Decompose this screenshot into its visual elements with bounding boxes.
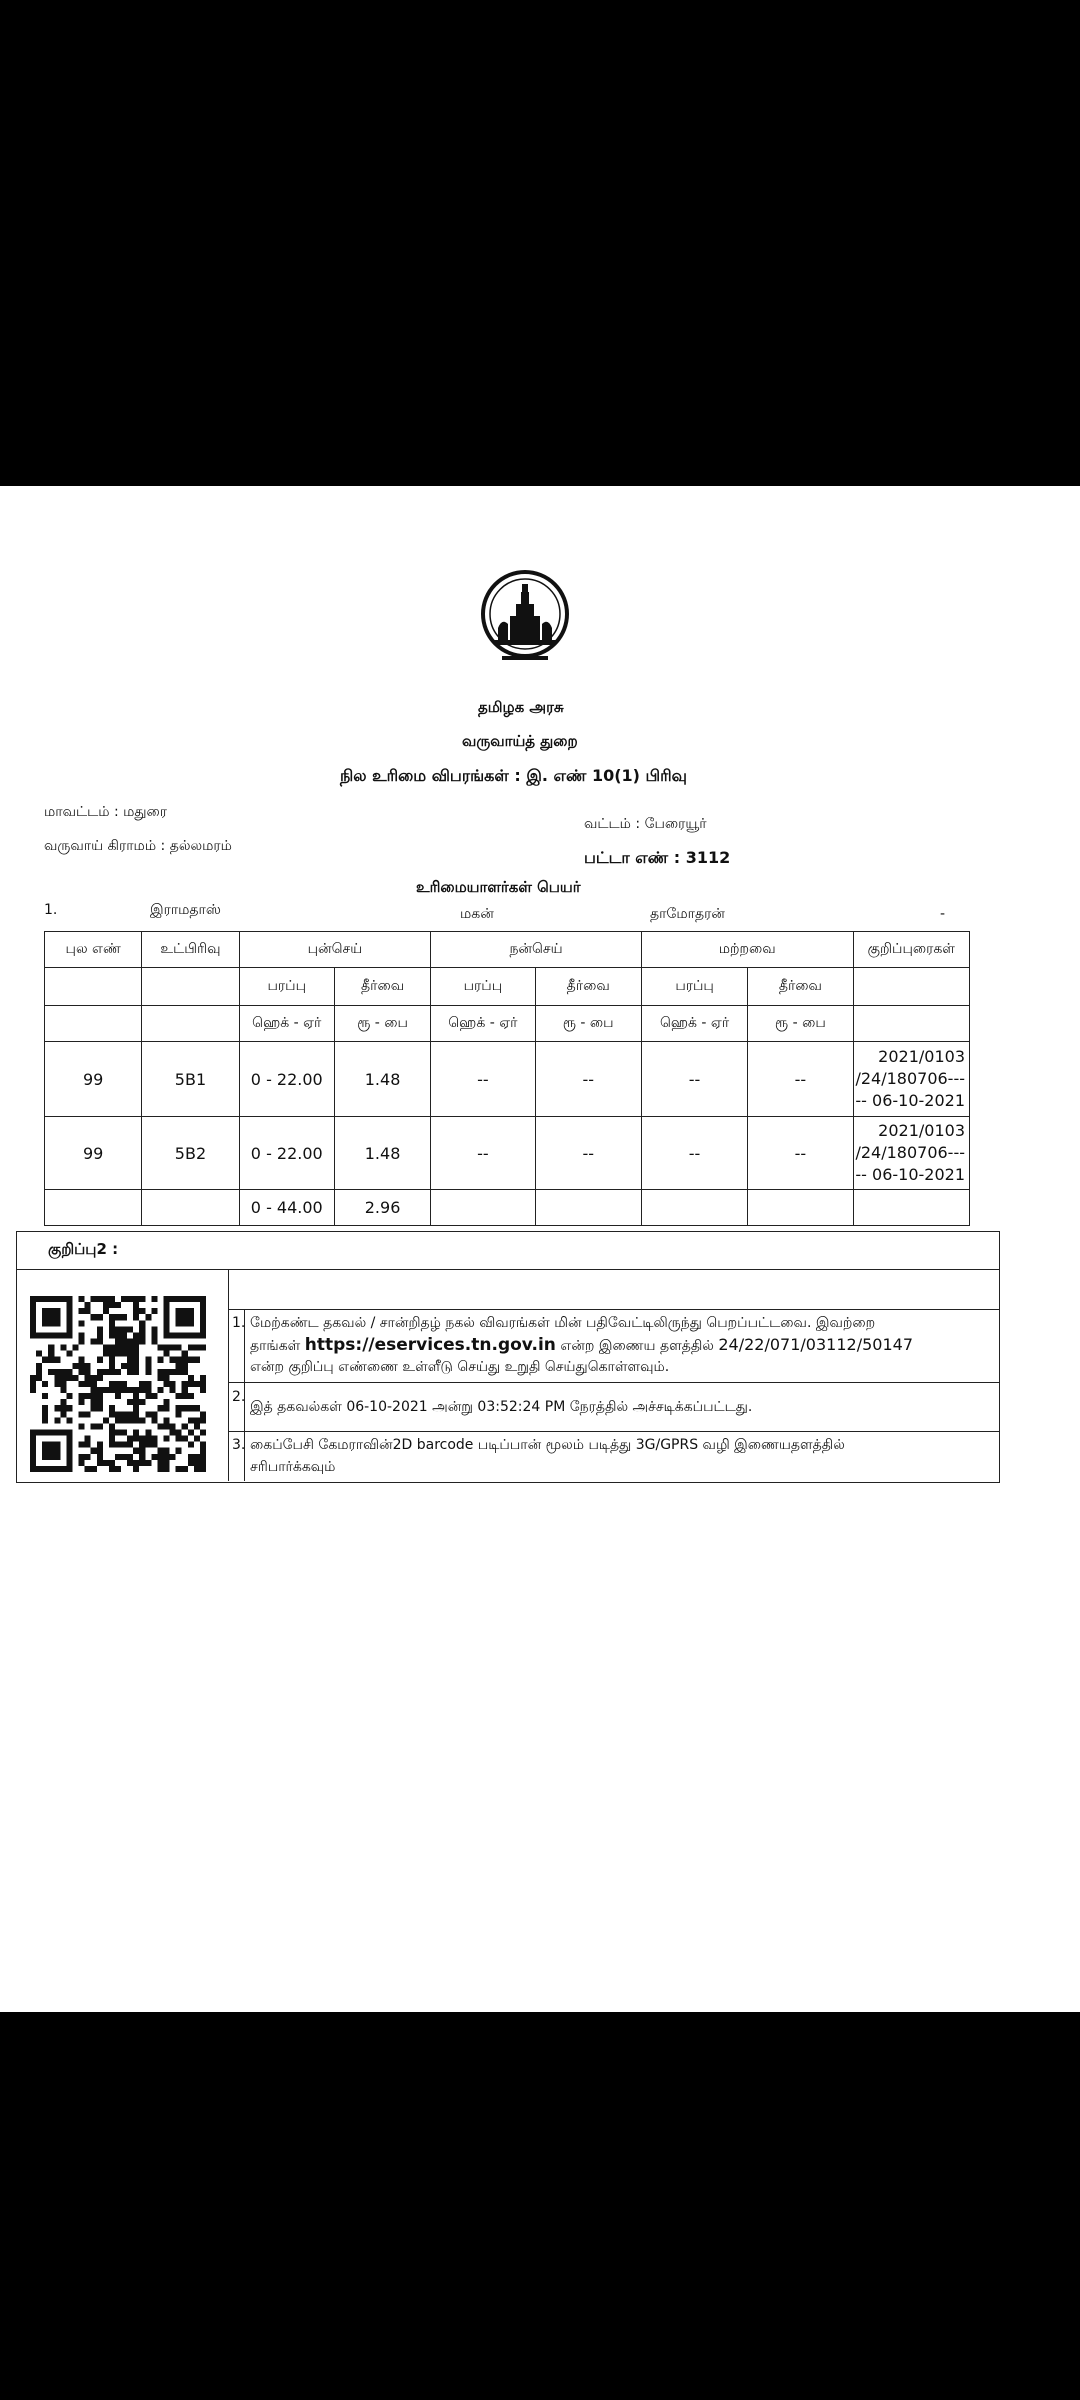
other-tax: -- — [748, 1117, 853, 1190]
other-area: -- — [641, 1042, 747, 1117]
remarks: 2021/0103 /24/180706--- -- 06-10-2021 — [853, 1042, 969, 1117]
notes-label: குறிப்பு2 : — [48, 1240, 119, 1258]
owner-name: இராமதாஸ் — [150, 902, 221, 918]
table-row — [45, 1117, 970, 1190]
note-1-line-2 — [250, 1334, 913, 1357]
wet-area: -- — [431, 1042, 535, 1117]
col-survey-no: புல எண் — [45, 932, 142, 968]
dry-tax: 1.48 — [334, 1042, 430, 1117]
unit-tax: ரூ - பை — [334, 1006, 430, 1042]
table-subheader-row — [45, 968, 970, 1006]
table-units-row — [45, 1006, 970, 1042]
dry-tax: 1.48 — [334, 1117, 430, 1190]
other-area: -- — [641, 1117, 747, 1190]
tamil-nadu-emblem-icon — [470, 568, 580, 668]
note-2-text: இத் தகவல்கள் 06-10-2021 அன்று 03:52:24 PM நேரத்தில் அச்சடிக்கப்பட்டது. — [250, 1399, 753, 1415]
note-number: 2. — [232, 1389, 246, 1405]
unit-area: ஹெக் - ஏர் — [641, 1006, 747, 1042]
dry-area: 0 - 22.00 — [239, 1042, 334, 1117]
department-label: வருவாய்த் துறை — [462, 732, 578, 750]
note-number: 1. — [232, 1315, 246, 1331]
total-area: 0 - 44.00 — [239, 1190, 334, 1226]
wet-area: -- — [431, 1117, 535, 1190]
note-1-text: தாங்கள் — [250, 1338, 305, 1354]
qr-code[interactable] — [30, 1296, 206, 1472]
unit-area: ஹெக் - ஏர் — [431, 1006, 535, 1042]
sub-area: பரப்பு — [641, 968, 747, 1006]
patta-number: பட்டா எண் : 3112 — [584, 848, 731, 867]
document-page — [0, 486, 1080, 2012]
sub-tax: தீர்வை — [334, 968, 430, 1006]
divider — [228, 1382, 1000, 1383]
divider — [228, 1309, 1000, 1310]
col-subdivision: உட்பிரிவு — [142, 932, 239, 968]
sub-tax: தீர்வை — [535, 968, 641, 1006]
col-dry-land: புன்செய் — [239, 932, 431, 968]
father-name: தாமோதரன் — [650, 906, 725, 922]
wet-tax: -- — [535, 1117, 641, 1190]
relation-label: மகன் — [460, 906, 494, 922]
unit-tax: ரூ - பை — [748, 1006, 853, 1042]
reference-number: 24/22/071/03112/50147 — [718, 1335, 913, 1354]
divider — [228, 1431, 1000, 1432]
note-3-line-2: சரிபார்க்கவும் — [250, 1459, 336, 1475]
eservices-link[interactable]: https://eservices.tn.gov.in — [304, 1335, 556, 1355]
owners-heading: உரிமையாளர்கள் பெயர் — [416, 878, 581, 896]
note-3-line-1: கைப்பேசி கேமராவின்2D barcode படிப்பான் மூலம் படித்து 3G/GPRS வழி இணையதளத்தில் — [250, 1437, 845, 1453]
note-number: 3. — [232, 1437, 246, 1453]
note-1-line-3: என்ற குறிப்பு எண்ணை உள்ளீடு செய்து உறுதி செய்துகொள்ளவும். — [250, 1359, 670, 1375]
total-tax: 2.96 — [334, 1190, 430, 1226]
note-1-line-1: மேற்கண்ட தகவல் / சான்றிதழ் நகல் விவரங்கள் மின் பதிவேட்டிலிருந்து பெறப்பட்டவை. இவற்றை — [250, 1315, 876, 1331]
col-wet-land: நன்செய் — [431, 932, 642, 968]
dry-area: 0 - 22.00 — [239, 1117, 334, 1190]
note-1-text: என்ற இணைய தளத்தில் — [555, 1338, 719, 1354]
govt-label: தமிழக அரசு — [478, 698, 564, 716]
table-total-row — [45, 1190, 970, 1226]
table-row — [45, 1042, 970, 1117]
subdivision: 5B1 — [142, 1042, 239, 1117]
land-details-table — [44, 931, 970, 1226]
other-tax: -- — [748, 1042, 853, 1117]
table-header-row — [45, 932, 970, 968]
village-label: வருவாய் கிராமம் : தல்லமரம் — [44, 838, 232, 854]
survey-number: 99 — [45, 1117, 142, 1190]
unit-tax: ரூ - பை — [535, 1006, 641, 1042]
divider — [16, 1269, 1000, 1270]
subdivision: 5B2 — [142, 1117, 239, 1190]
remarks: 2021/0103 /24/180706--- -- 06-10-2021 — [853, 1117, 969, 1190]
sub-area: பரப்பு — [239, 968, 334, 1006]
col-others: மற்றவை — [641, 932, 853, 968]
owner-index: 1. — [44, 902, 58, 918]
dash-mark: - — [940, 906, 946, 922]
sub-tax: தீர்வை — [748, 968, 853, 1006]
col-remarks: குறிப்புரைகள் — [853, 932, 969, 968]
unit-area: ஹெக் - ஏர் — [239, 1006, 334, 1042]
taluk-label: வட்டம் : பேரையூர் — [584, 816, 707, 832]
wet-tax: -- — [535, 1042, 641, 1117]
district-label: மாவட்டம் : மதுரை — [44, 804, 168, 820]
survey-number: 99 — [45, 1042, 142, 1117]
document-title: நில உரிமை விபரங்கள் : இ. எண் 10(1) பிரிவு — [340, 766, 687, 785]
divider — [228, 1269, 229, 1481]
sub-area: பரப்பு — [431, 968, 535, 1006]
